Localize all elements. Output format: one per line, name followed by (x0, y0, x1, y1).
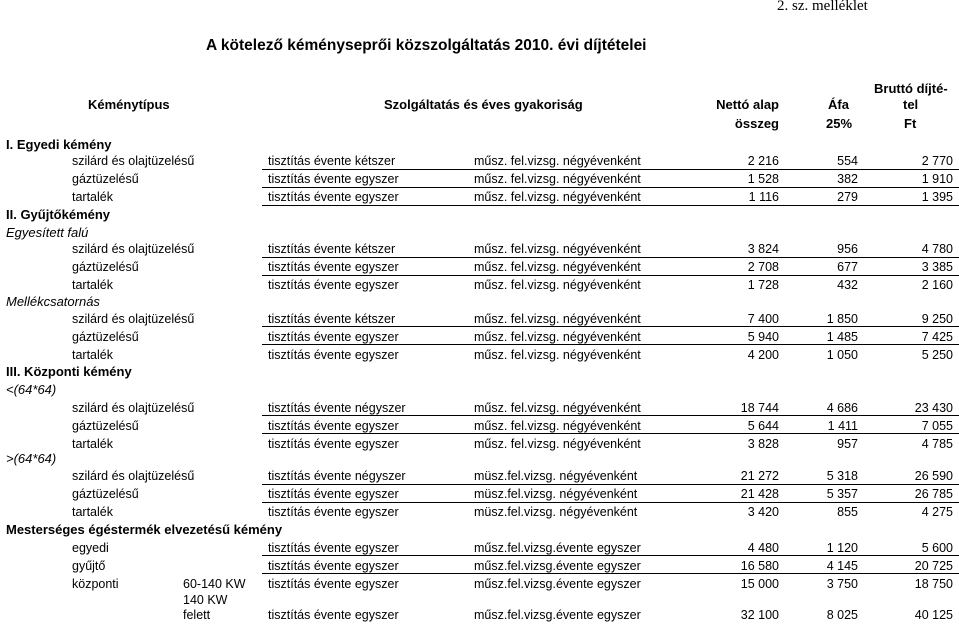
row-type: gáztüzelésű (72, 260, 139, 274)
table-row (0, 258, 959, 276)
row-net-amount: 1 116 (748, 190, 779, 204)
row-type: gyűjtő (72, 559, 106, 573)
row-inspection: müsz.fel.vizsg. négyévenként (474, 469, 638, 483)
header-vat-line2: 25% (826, 116, 853, 131)
row-gross-amount: 4 780 (921, 242, 953, 256)
row-inspection: műsz.fel.vizsg.évente egyszer (474, 608, 641, 622)
table-row (0, 240, 959, 258)
row-vat-amount: 1 850 (826, 312, 858, 326)
row-net-amount: 1 728 (747, 278, 779, 292)
row-service: tisztítás évente kétszer (268, 242, 396, 256)
row-net-amount: 3 824 (747, 242, 779, 256)
row-inspection: müsz.fel.vizsg. négyévenként (474, 505, 638, 519)
row-net-amount: 2 708 (747, 260, 779, 274)
row-type: szilárd és olajtüzelésű (72, 469, 195, 483)
row-type: szilárd és olajtüzelésű (72, 312, 195, 326)
row-inspection: műsz. fel.vizsg. négyévenként (474, 278, 641, 292)
page-title: A kötelező kéményseprői közszolgáltatás 2010. évi díjtételei (206, 37, 647, 54)
subsection-label: Mellékcsatornás (6, 294, 100, 309)
row-service: tisztítás évente egyszer (268, 541, 399, 555)
section-label: II. Gyűjtőkémény (6, 207, 111, 222)
row-vat-amount: 1 120 (826, 541, 858, 555)
table-row (0, 539, 959, 557)
row-type: gáztüzelésű (72, 172, 139, 186)
row-type: tartalék (72, 437, 113, 451)
row-net-amount: 2 216 (747, 154, 779, 168)
row-service: tisztítás évente egyszer (268, 190, 399, 204)
row-vat-amount: 382 (837, 172, 858, 186)
row-inspection: műsz. fel.vizsg. négyévenként (474, 330, 641, 344)
table-row (0, 503, 959, 521)
table-row (0, 152, 959, 170)
table-row (0, 310, 959, 328)
row-service: tisztítás évente egyszer (268, 505, 399, 519)
table-row (0, 435, 959, 453)
row-vat-amount: 5 318 (826, 469, 858, 483)
section-label: I. Egyedi kémény (6, 137, 112, 152)
row-gross-amount: 4 275 (921, 505, 953, 519)
row-inspection: műsz. fel.vizsg. négyévenként (474, 154, 641, 168)
row-service: tisztítás évente egyszer (268, 330, 399, 344)
row-gross-amount: 40 125 (914, 608, 953, 622)
header-vat-line1: Áfa (828, 97, 849, 112)
row-vat-amount: 1 050 (826, 348, 858, 362)
row-net-amount: 32 100 (740, 608, 779, 622)
row-net-amount: 1 528 (747, 172, 779, 186)
table-row (0, 346, 959, 364)
row-service: tisztítás évente négyszer (268, 469, 406, 483)
table-row (0, 606, 959, 624)
table-row (0, 328, 959, 346)
row-vat-amount: 957 (837, 437, 858, 451)
row-vat-amount: 432 (837, 278, 858, 292)
header-net-line1: Nettó alap (716, 97, 779, 112)
row-service: tisztítás évente egyszer (268, 608, 399, 622)
row-gross-amount: 2 770 (921, 154, 953, 168)
row-vat-amount: 677 (837, 260, 858, 274)
subsection-label: Egyesített falú (6, 225, 89, 240)
row-inspection: müsz.fel.vizsg. négyévenként (474, 487, 638, 501)
row-vat-amount: 4 145 (826, 559, 858, 573)
row-type: gáztüzelésű (72, 487, 139, 501)
row-net-amount: 3 420 (747, 505, 779, 519)
row-inspection: műsz. fel.vizsg. négyévenként (474, 190, 641, 204)
table-row (0, 188, 959, 206)
row-type: tartalék (72, 190, 113, 204)
row-net-amount: 21 272 (740, 469, 779, 483)
table-row (0, 276, 959, 294)
subsection-label: >(64*64) (6, 451, 57, 466)
row-inspection: műsz. fel.vizsg. négyévenként (474, 312, 641, 326)
row-service: tisztítás évente kétszer (268, 154, 396, 168)
row-gross-amount: 18 750 (914, 577, 953, 591)
row-type: tartalék (72, 278, 113, 292)
row-vat-amount: 1 411 (827, 419, 858, 433)
table-row (0, 485, 959, 503)
row-vat-amount: 4 686 (826, 401, 858, 415)
subsection-label: <(64*64) (6, 382, 57, 397)
row-inspection: műsz. fel.vizsg. négyévenként (474, 437, 641, 451)
row-type: szilárd és olajtüzelésű (72, 154, 195, 168)
row-vat-amount: 279 (837, 190, 858, 204)
row-type: szilárd és olajtüzelésű (72, 401, 195, 415)
row-type: egyedi (72, 541, 109, 555)
table-row (0, 467, 959, 485)
annex-label: 2. sz. melléklet (777, 0, 868, 14)
row-inspection: műsz. fel.vizsg. négyévenként (474, 260, 641, 274)
row-net-amount: 18 744 (740, 401, 779, 415)
table-row (0, 417, 959, 435)
row-vat-amount: 1 485 (826, 330, 858, 344)
row-vat-amount: 5 357 (826, 487, 858, 501)
table-row (0, 557, 959, 575)
section-label: III. Központi kémény (6, 364, 132, 379)
header-service: Szolgáltatás és éves gyakoriság (384, 97, 583, 112)
row-vat-amount: 8 025 (826, 608, 858, 622)
row-gross-amount: 3 385 (921, 260, 953, 274)
row-net-amount: 7 400 (747, 312, 779, 326)
row-service: tisztítás évente egyszer (268, 559, 399, 573)
row-service: tisztítás évente négyszer (268, 401, 406, 415)
row-service: tisztítás évente egyszer (268, 437, 399, 451)
row-type: gáztüzelésű (72, 330, 139, 344)
header-net-line2: összeg (734, 116, 779, 131)
row-gross-amount: 26 785 (914, 487, 953, 501)
header-gross-line3: Ft (904, 116, 917, 131)
row-service: tisztítás évente egyszer (268, 260, 399, 274)
section-label: Mesterséges égéstermék elvezetésű kémény (6, 522, 283, 537)
row-gross-amount: 7 425 (921, 330, 953, 344)
table-row (0, 170, 959, 188)
row-gross-amount: 2 160 (921, 278, 953, 292)
row-net-amount: 21 428 (740, 487, 779, 501)
row-service: tisztítás évente egyszer (268, 577, 399, 591)
table-row (0, 399, 959, 417)
row-net-amount: 4 200 (747, 348, 779, 362)
row-vat-amount: 956 (837, 242, 858, 256)
row-vat-amount: 855 (837, 505, 858, 519)
row-subtype: 60-140 KW (183, 577, 246, 591)
row-net-amount: 4 480 (747, 541, 779, 555)
row-gross-amount: 5 250 (921, 348, 953, 362)
row-type: gáztüzelésű (72, 419, 139, 433)
row-gross-amount: 23 430 (914, 401, 953, 415)
header-gross-line2: tel (903, 97, 919, 112)
row-service: tisztítás évente egyszer (268, 348, 399, 362)
row-inspection: műsz. fel.vizsg. négyévenként (474, 172, 641, 186)
header-chimney-type: Kéménytípus (88, 97, 170, 112)
row-inspection: műsz.fel.vizsg.évente egyszer (474, 559, 641, 573)
row-net-amount: 5 940 (747, 330, 779, 344)
row-inspection: műsz. fel.vizsg. négyévenként (474, 242, 641, 256)
row-inspection: műsz. fel.vizsg. négyévenként (474, 401, 641, 415)
row-type: tartalék (72, 505, 113, 519)
row-gross-amount: 4 785 (921, 437, 953, 451)
row-type: tartalék (72, 348, 113, 362)
row-vat-amount: 3 750 (826, 577, 858, 591)
row-inspection: műsz. fel.vizsg. négyévenként (474, 348, 641, 362)
row-gross-amount: 7 055 (921, 419, 953, 433)
row-service: tisztítás évente kétszer (268, 312, 396, 326)
row-gross-amount: 1 395 (921, 190, 953, 204)
row-subtype: felett (183, 608, 211, 622)
row-net-amount: 15 000 (740, 577, 779, 591)
row-inspection: műsz.fel.vizsg.évente egyszer (474, 577, 641, 591)
row-gross-amount: 26 590 (914, 469, 953, 483)
row-service: tisztítás évente egyszer (268, 172, 399, 186)
row-net-amount: 5 644 (747, 419, 779, 433)
row-type: központi (72, 577, 119, 591)
row-gross-amount: 9 250 (921, 312, 953, 326)
row-gross-amount: 1 910 (921, 172, 953, 186)
row-service: tisztítás évente egyszer (268, 278, 399, 292)
row-subtype: 140 KW (183, 593, 228, 607)
row-type: szilárd és olajtüzelésű (72, 242, 195, 256)
row-service: tisztítás évente egyszer (268, 419, 399, 433)
row-inspection: műsz.fel.vizsg.évente egyszer (474, 541, 641, 555)
row-net-amount: 3 828 (747, 437, 779, 451)
row-gross-amount: 5 600 (921, 541, 953, 555)
row-net-amount: 16 580 (740, 559, 779, 573)
row-vat-amount: 554 (837, 154, 858, 168)
row-inspection: műsz. fel.vizsg. négyévenként (474, 419, 641, 433)
row-gross-amount: 20 725 (914, 559, 953, 573)
header-gross-line1: Bruttó díjté- (874, 81, 948, 96)
row-service: tisztítás évente egyszer (268, 487, 399, 501)
